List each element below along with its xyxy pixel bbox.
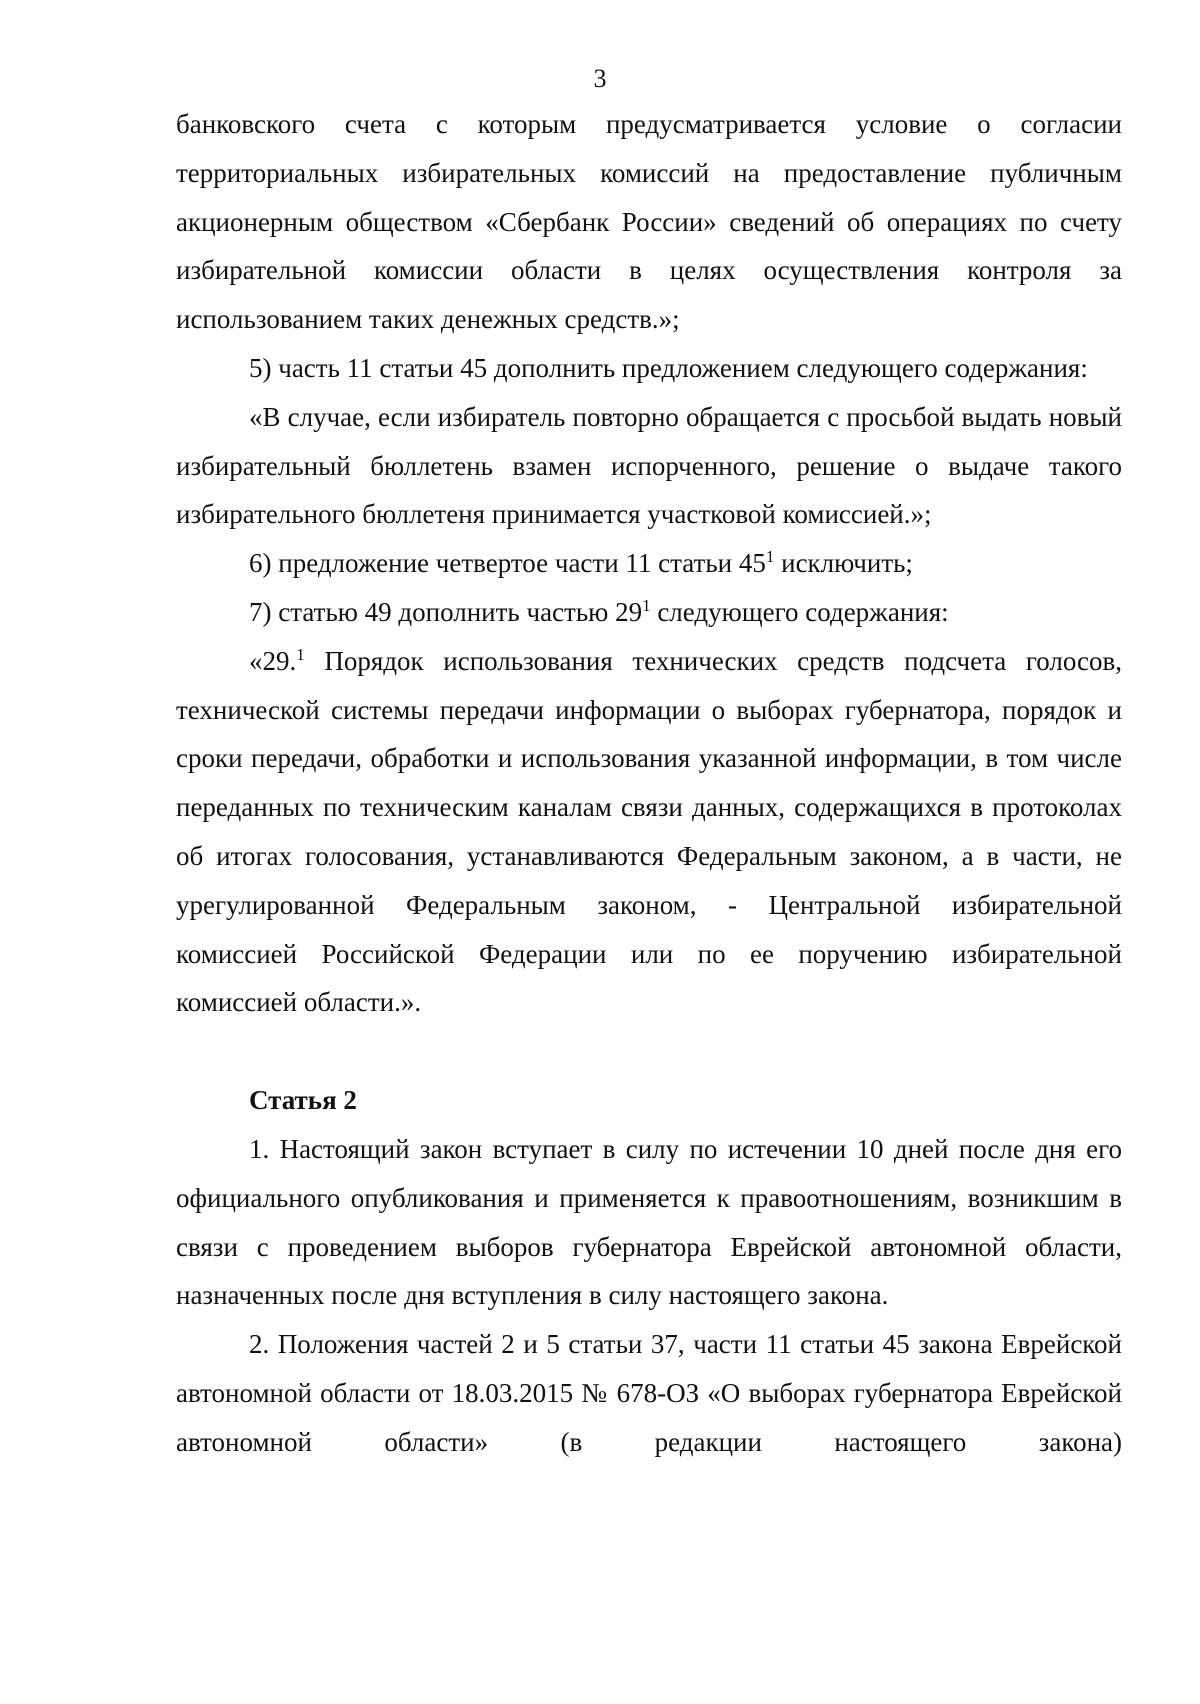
paragraph-item-6-text: 6) предложение четвертое части 11 статьи 45 <box>249 548 766 579</box>
paragraph-item-6-tail: исключить; <box>774 548 913 579</box>
document-body <box>176 100 1122 1467</box>
page-number: 3 <box>593 64 607 93</box>
paragraph-item-7 <box>176 588 1122 637</box>
paragraph-quote-29-1 <box>176 637 1122 1027</box>
superscript-1: 1 <box>296 644 305 664</box>
paragraph-quote-ballot: «В случае, если избиратель повторно обращается с просьбой выдать новый избирательный бюллетень взамен испорченного, решение о выдаче такого избирательного бюллетеня принимается участковой комиссией.»; <box>176 401 1122 530</box>
paragraph-item-5: 5) часть 11 статьи 45 дополнить предложением следующего содержания: <box>249 352 1088 383</box>
article-heading: Статья 2 <box>249 1085 357 1116</box>
superscript-1: 1 <box>765 547 775 567</box>
paragraph-quote-29-1-text: Порядок использования технических средств подсчета голосов, технической системы передачи информации о выборах губернатора, порядок и сроки передачи, обработки и использования указанной информации, в том числе переданных по техническим каналам связи данных, содержащихся в протоколах об итогах голосования, устанавливаются Федеральным законом, а в части, не урегулированной Федеральным законом, - Центральной избирательной комиссией Российской Федерации или по ее поручению избирательной комиссией области.». <box>176 645 1122 1018</box>
paragraph-article2-part2: 2. Положения частей 2 и 5 статьи 37, части 11 статьи 45 закона Еврейской автономной области от 18.03.2015 № 678-ОЗ «О выборах губернатора Еврейской автономной области» (в редакции настоящего закона) <box>176 1329 1122 1457</box>
paragraph-bank-account: банковского счета с которым предусматривается условие о согласии территориальных избирательных комиссий на предоставление публичным акционерным обществом «Сбербанк России» сведений об операциях по счету избирательной комиссии области в целях осуществления контроля за использованием таких денежных средств.»; <box>176 109 1122 335</box>
paragraph-item-6 <box>176 539 1122 588</box>
paragraph-quote-29-1-lead: «29. <box>249 645 297 676</box>
paragraph-article2-part1: 1. Настоящий закон вступает в силу по истечении 10 дней после дня его официального опубликования и применяется к правоотношениям, возникшим в связи с проведением выборов губернатора Еврейской автономной области, назначенных после дня вступления в силу настоящего закона. <box>176 1133 1122 1311</box>
section-spacer <box>176 1027 1122 1076</box>
paragraph-item-7-tail: следующего содержания: <box>650 596 949 627</box>
paragraph-item-7-text: 7) статью 49 дополнить частью 29 <box>249 596 643 627</box>
superscript-1: 1 <box>642 595 651 615</box>
